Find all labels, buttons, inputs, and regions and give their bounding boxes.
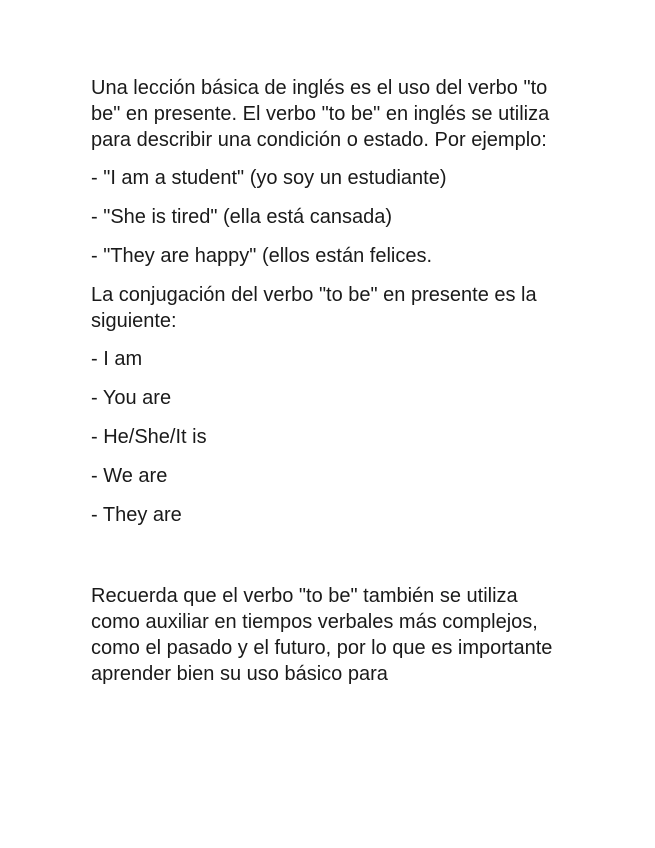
example-item: - "They are happy" (ellos están felices. bbox=[91, 245, 433, 267]
conjugation-item: - We are bbox=[91, 465, 168, 487]
example-item: - "I am a student" (yo soy un estudiante) bbox=[91, 167, 447, 189]
conjugation-item: - They are bbox=[91, 504, 182, 526]
conjugation-intro-paragraph: La conjugación del verbo "to be" en presente es la siguiente: bbox=[91, 284, 537, 332]
conjugation-item: - He/She/It is bbox=[91, 426, 207, 448]
conjugation-item: - You are bbox=[91, 387, 172, 409]
document-body bbox=[91, 75, 566, 699]
example-item: - "She is tired" (ella está cansada) bbox=[91, 206, 393, 228]
conjugation-item: - I am bbox=[91, 348, 143, 370]
intro-paragraph: Una lección básica de inglés es el uso del verbo "to be" en presente. El verbo "to be" en inglés se utiliza para describir una condición o estado. Por ejemplo: bbox=[91, 77, 550, 151]
spacer bbox=[91, 541, 566, 583]
closing-paragraph: Recuerda que el verbo "to be" también se utiliza como auxiliar en tiempos verbales más complejos, como el pasado y el futuro, por lo que es importante aprender bien su uso básico para bbox=[91, 585, 553, 685]
